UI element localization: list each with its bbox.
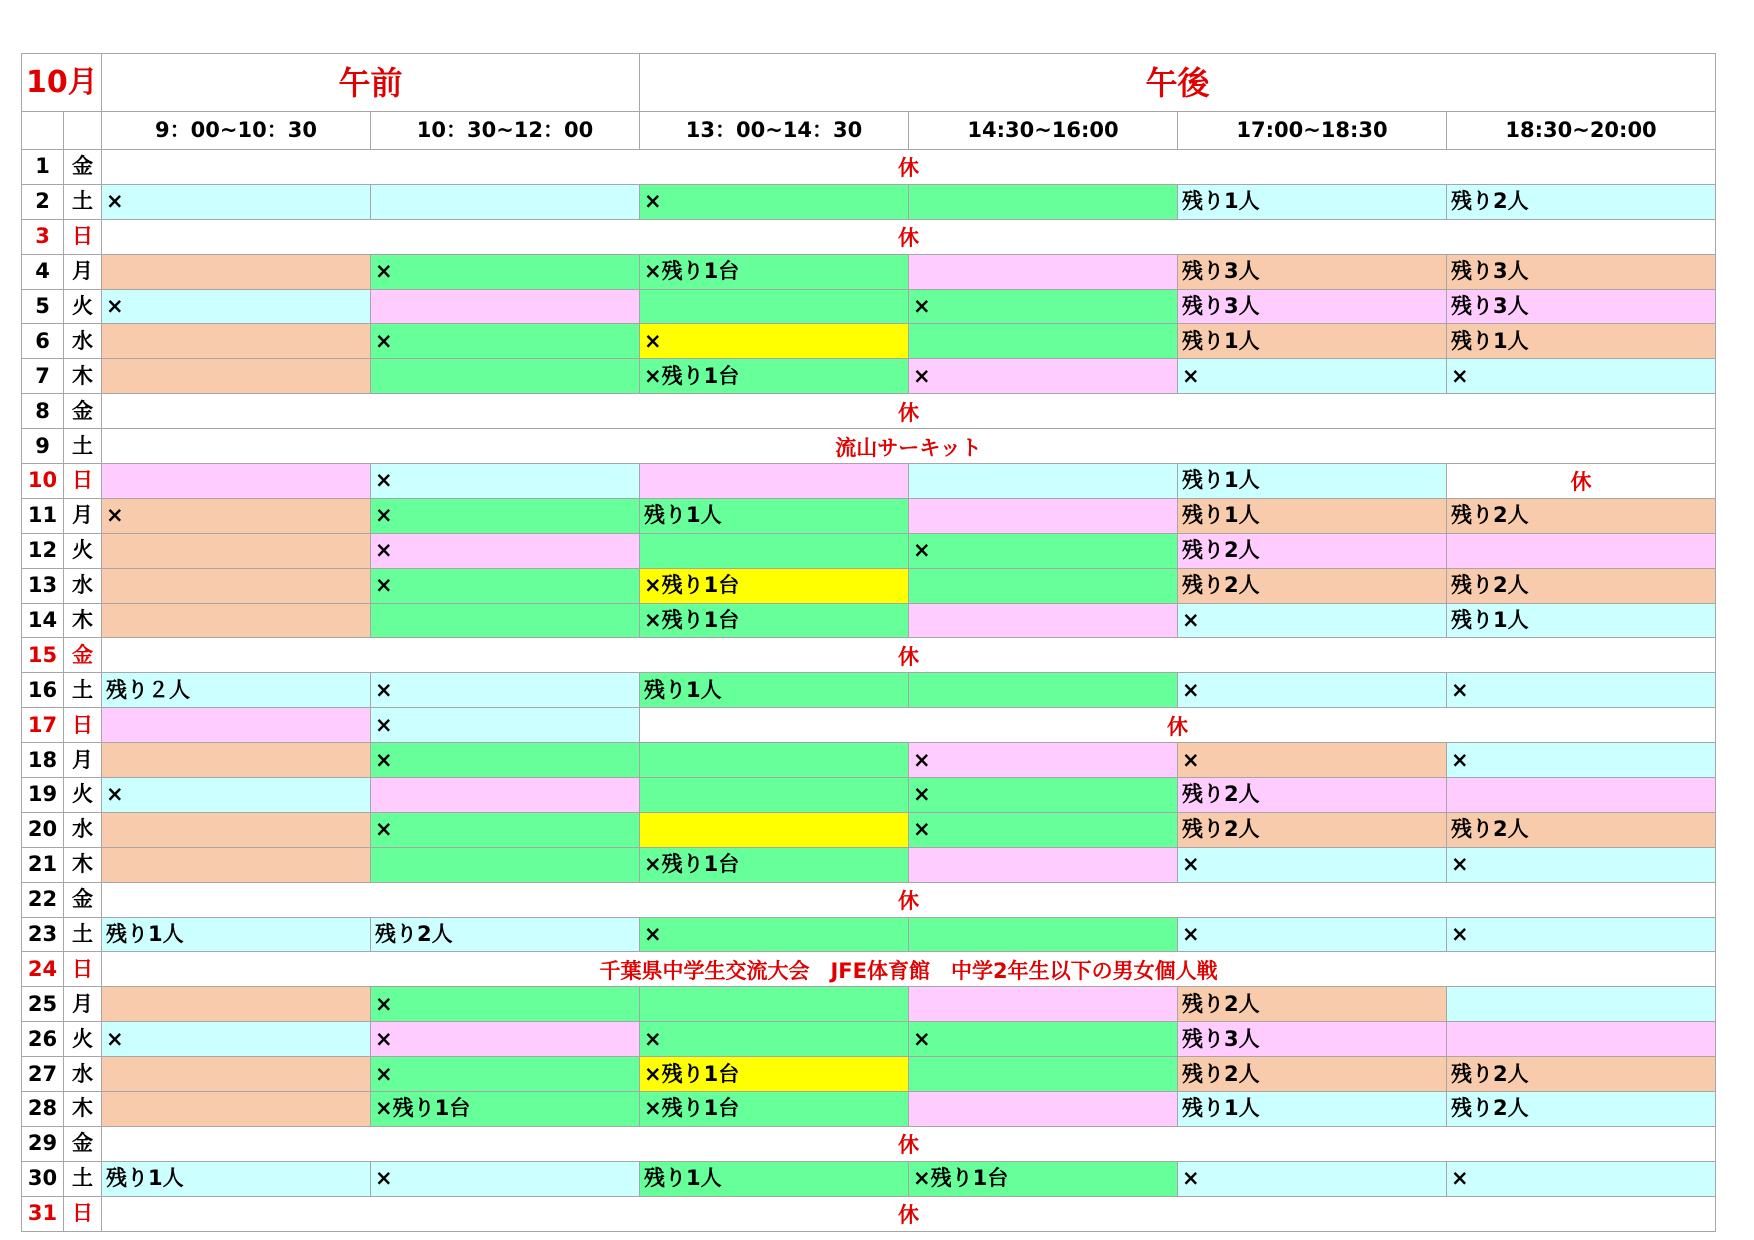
day-number: 20 <box>22 812 64 847</box>
slot-cell <box>102 708 371 743</box>
day-row <box>22 394 1716 429</box>
slot-cell: ×残り1台 <box>909 1161 1178 1196</box>
slot-cell <box>102 1092 371 1127</box>
day-row <box>22 1092 1716 1127</box>
weekday: 水 <box>64 812 102 847</box>
day-number: 3 <box>22 219 64 254</box>
day-number: 7 <box>22 359 64 394</box>
slot-cell: × <box>102 498 371 533</box>
slot-cell <box>640 778 909 813</box>
slot-cell: 残り1人 <box>640 498 909 533</box>
slot-cell <box>909 568 1178 603</box>
slot-cell: 残り2人 <box>1178 1057 1447 1092</box>
header-row-periods <box>22 54 1716 112</box>
slot-cell: × <box>909 778 1178 813</box>
slot-cell: × <box>371 254 640 289</box>
slot-cell <box>909 254 1178 289</box>
day-number: 29 <box>22 1126 64 1161</box>
day-number: 6 <box>22 324 64 359</box>
closed-notice: 流山サーキット <box>102 429 1716 464</box>
weekday: 木 <box>64 359 102 394</box>
slot-cell: × <box>1178 603 1447 638</box>
slot-cell: × <box>371 708 640 743</box>
slot-cell: × <box>909 1022 1178 1057</box>
slot-cell <box>909 603 1178 638</box>
slot-cell: 残り1人 <box>640 673 909 708</box>
slot-cell: × <box>909 743 1178 778</box>
closed-notice: 休 <box>102 1126 1716 1161</box>
day-number: 9 <box>22 429 64 464</box>
slot-cell <box>102 847 371 882</box>
day-row <box>22 289 1716 324</box>
day-number: 27 <box>22 1057 64 1092</box>
pm-label: 午後 <box>640 54 1716 112</box>
day-number: 28 <box>22 1092 64 1127</box>
slot-cell <box>909 498 1178 533</box>
closed-notice: 休 <box>640 708 1716 743</box>
day-number: 11 <box>22 498 64 533</box>
slot-cell: ×残り1台 <box>640 254 909 289</box>
slot-cell: 残り2人 <box>1178 778 1447 813</box>
weekday: 月 <box>64 498 102 533</box>
closed-notice: 休 <box>102 219 1716 254</box>
slot-cell: 残り2人 <box>1178 533 1447 568</box>
slot-cell: × <box>371 1161 640 1196</box>
weekday: 火 <box>64 778 102 813</box>
slot-cell <box>102 464 371 499</box>
weekday: 金 <box>64 638 102 673</box>
corner-cell <box>22 112 64 150</box>
weekday: 土 <box>64 673 102 708</box>
slot-cell: × <box>909 812 1178 847</box>
slot-cell: × <box>1447 917 1716 952</box>
slot-cell: × <box>1447 743 1716 778</box>
weekday: 土 <box>64 917 102 952</box>
slot-cell <box>640 464 909 499</box>
slot-cell: 残り2人 <box>1447 812 1716 847</box>
slot-header: 17:00~18:30 <box>1178 112 1447 150</box>
slot-cell: × <box>1178 917 1447 952</box>
slot-cell <box>102 568 371 603</box>
day-row <box>22 533 1716 568</box>
day-row <box>22 219 1716 254</box>
slot-cell: ×残り1台 <box>640 568 909 603</box>
slot-cell: 残り1人 <box>1178 498 1447 533</box>
day-number: 8 <box>22 394 64 429</box>
slot-cell: × <box>102 1022 371 1057</box>
day-row <box>22 150 1716 185</box>
closed-notice: 休 <box>1447 464 1716 499</box>
slot-cell: × <box>1178 847 1447 882</box>
day-row <box>22 464 1716 499</box>
slot-cell: 残り2人 <box>1178 812 1447 847</box>
day-number: 10 <box>22 464 64 499</box>
slot-cell: × <box>102 778 371 813</box>
slot-cell: 残り3人 <box>1178 254 1447 289</box>
day-row <box>22 673 1716 708</box>
slot-cell: × <box>102 289 371 324</box>
weekday: 金 <box>64 394 102 429</box>
weekday: 火 <box>64 289 102 324</box>
slot-cell <box>102 359 371 394</box>
day-row <box>22 917 1716 952</box>
day-number: 18 <box>22 743 64 778</box>
slot-cell <box>102 1057 371 1092</box>
am-label: 午前 <box>102 54 640 112</box>
weekday: 土 <box>64 1161 102 1196</box>
slot-cell: × <box>371 464 640 499</box>
slot-cell: 残り2人 <box>1447 498 1716 533</box>
slot-cell: 残り1人 <box>1178 1092 1447 1127</box>
closed-notice: 休 <box>102 150 1716 185</box>
slot-cell: ×残り1台 <box>640 847 909 882</box>
slot-header: 9：00~10：30 <box>102 112 371 150</box>
weekday: 日 <box>64 464 102 499</box>
day-row <box>22 498 1716 533</box>
slot-cell <box>371 184 640 219</box>
slot-cell: × <box>1447 359 1716 394</box>
day-number: 14 <box>22 603 64 638</box>
day-row <box>22 778 1716 813</box>
slot-cell <box>909 987 1178 1022</box>
slot-cell: × <box>640 184 909 219</box>
slot-cell <box>909 464 1178 499</box>
slot-cell <box>640 812 909 847</box>
slot-cell <box>909 1057 1178 1092</box>
day-number: 23 <box>22 917 64 952</box>
weekday: 水 <box>64 1057 102 1092</box>
weekday: 木 <box>64 1092 102 1127</box>
slot-header: 18:30~20:00 <box>1447 112 1716 150</box>
slot-cell: 残り2人 <box>1178 568 1447 603</box>
slot-cell: × <box>1178 673 1447 708</box>
day-number: 16 <box>22 673 64 708</box>
weekday: 月 <box>64 743 102 778</box>
slot-cell <box>371 603 640 638</box>
weekday: 日 <box>64 219 102 254</box>
day-number: 1 <box>22 150 64 185</box>
closed-notice: 千葉県中学生交流大会 JFE体育館 中学2年生以下の男女個人戦 <box>102 952 1716 987</box>
slot-cell: 残り1人 <box>1178 464 1447 499</box>
slot-cell <box>1447 1022 1716 1057</box>
slot-cell: × <box>371 673 640 708</box>
day-number: 12 <box>22 533 64 568</box>
slot-cell: 残り2人 <box>1178 987 1447 1022</box>
slot-cell: × <box>371 1022 640 1057</box>
slot-cell <box>1447 987 1716 1022</box>
slot-cell: × <box>371 498 640 533</box>
day-row <box>22 638 1716 673</box>
weekday: 木 <box>64 847 102 882</box>
day-number: 31 <box>22 1196 64 1231</box>
day-row <box>22 812 1716 847</box>
slot-cell: ×残り1台 <box>640 1092 909 1127</box>
slot-cell: 残り2人 <box>1447 568 1716 603</box>
slot-cell <box>1447 778 1716 813</box>
slot-cell <box>371 289 640 324</box>
slot-cell <box>640 743 909 778</box>
slot-cell: × <box>909 533 1178 568</box>
day-row <box>22 359 1716 394</box>
slot-cell <box>909 324 1178 359</box>
day-number: 25 <box>22 987 64 1022</box>
slot-cell: 残り3人 <box>1178 289 1447 324</box>
slot-header: 14:30~16:00 <box>909 112 1178 150</box>
slot-cell: × <box>1178 1161 1447 1196</box>
slot-cell <box>371 778 640 813</box>
slot-cell: × <box>102 184 371 219</box>
slot-cell: ×残り1台 <box>640 1057 909 1092</box>
slot-cell: × <box>1178 743 1447 778</box>
slot-cell: ×残り1台 <box>371 1092 640 1127</box>
slot-cell <box>102 254 371 289</box>
weekday: 木 <box>64 603 102 638</box>
weekday: 月 <box>64 987 102 1022</box>
day-row <box>22 708 1716 743</box>
day-row <box>22 1196 1716 1231</box>
weekday: 月 <box>64 254 102 289</box>
weekday: 土 <box>64 184 102 219</box>
slot-cell: × <box>1447 847 1716 882</box>
slot-cell <box>640 533 909 568</box>
slot-cell: 残り2人 <box>1447 1057 1716 1092</box>
slot-cell <box>102 324 371 359</box>
slot-cell <box>102 812 371 847</box>
slot-cell <box>102 743 371 778</box>
day-row <box>22 603 1716 638</box>
slot-cell: 残り3人 <box>1178 1022 1447 1057</box>
slot-cell <box>909 917 1178 952</box>
day-row <box>22 952 1716 987</box>
slot-header: 10：30~12：00 <box>371 112 640 150</box>
slot-cell: × <box>640 324 909 359</box>
weekday: 水 <box>64 324 102 359</box>
weekday: 日 <box>64 952 102 987</box>
weekday: 金 <box>64 882 102 917</box>
slot-cell <box>909 847 1178 882</box>
day-row <box>22 987 1716 1022</box>
day-number: 21 <box>22 847 64 882</box>
header-row-slots <box>22 112 1716 150</box>
slot-cell <box>909 184 1178 219</box>
day-number: 26 <box>22 1022 64 1057</box>
slot-cell: 残り3人 <box>1447 254 1716 289</box>
day-row <box>22 1057 1716 1092</box>
day-row <box>22 743 1716 778</box>
slot-cell: × <box>371 533 640 568</box>
weekday: 土 <box>64 429 102 464</box>
slot-cell: 残り1人 <box>1447 603 1716 638</box>
day-row <box>22 882 1716 917</box>
closed-notice: 休 <box>102 638 1716 673</box>
day-number: 24 <box>22 952 64 987</box>
slot-cell <box>102 533 371 568</box>
slot-cell: × <box>371 743 640 778</box>
weekday: 火 <box>64 533 102 568</box>
slot-cell <box>640 289 909 324</box>
slot-cell <box>909 1092 1178 1127</box>
slot-cell: × <box>1447 1161 1716 1196</box>
day-row <box>22 1126 1716 1161</box>
slot-cell: 残り2人 <box>1447 1092 1716 1127</box>
weekday: 火 <box>64 1022 102 1057</box>
slot-header: 13：00~14：30 <box>640 112 909 150</box>
day-number: 30 <box>22 1161 64 1196</box>
slot-cell <box>371 359 640 394</box>
weekday: 金 <box>64 150 102 185</box>
slot-cell: × <box>909 359 1178 394</box>
weekday: 日 <box>64 708 102 743</box>
weekday: 金 <box>64 1126 102 1161</box>
slot-cell: × <box>1447 673 1716 708</box>
day-row <box>22 1022 1716 1057</box>
slot-cell: × <box>371 987 640 1022</box>
slot-cell <box>371 847 640 882</box>
slot-cell: 残り1人 <box>1178 324 1447 359</box>
schedule-table <box>21 53 1716 1232</box>
day-row <box>22 184 1716 219</box>
slot-cell: × <box>371 1057 640 1092</box>
day-number: 13 <box>22 568 64 603</box>
slot-cell: × <box>640 917 909 952</box>
day-row <box>22 847 1716 882</box>
slot-cell: × <box>371 324 640 359</box>
slot-cell: 残り2人 <box>1447 184 1716 219</box>
slot-cell: 残り1人 <box>102 1161 371 1196</box>
slot-cell <box>640 987 909 1022</box>
slot-cell: 残り1人 <box>1178 184 1447 219</box>
slot-cell: 残り3人 <box>1447 289 1716 324</box>
slot-cell: × <box>640 1022 909 1057</box>
day-row <box>22 324 1716 359</box>
closed-notice: 休 <box>102 394 1716 429</box>
day-number: 5 <box>22 289 64 324</box>
slot-cell: × <box>909 289 1178 324</box>
weekday: 水 <box>64 568 102 603</box>
day-row <box>22 429 1716 464</box>
slot-cell <box>1447 533 1716 568</box>
day-number: 19 <box>22 778 64 813</box>
slot-cell <box>102 603 371 638</box>
closed-notice: 休 <box>102 1196 1716 1231</box>
weekday: 日 <box>64 1196 102 1231</box>
day-row <box>22 254 1716 289</box>
day-number: 4 <box>22 254 64 289</box>
slot-cell: 残り２人 <box>102 673 371 708</box>
day-row <box>22 568 1716 603</box>
slot-cell: ×残り1台 <box>640 359 909 394</box>
slot-cell: 残り1人 <box>102 917 371 952</box>
closed-notice: 休 <box>102 882 1716 917</box>
slot-cell: × <box>1178 359 1447 394</box>
day-number: 17 <box>22 708 64 743</box>
day-number: 15 <box>22 638 64 673</box>
slot-cell: 残り2人 <box>371 917 640 952</box>
slot-cell: 残り1人 <box>1447 324 1716 359</box>
corner-cell <box>64 112 102 150</box>
day-number: 22 <box>22 882 64 917</box>
slot-cell <box>909 673 1178 708</box>
slot-cell: ×残り1台 <box>640 603 909 638</box>
slot-cell: × <box>371 812 640 847</box>
slot-cell <box>102 987 371 1022</box>
month-label: 10月 <box>22 54 102 112</box>
day-number: 2 <box>22 184 64 219</box>
slot-cell: × <box>371 568 640 603</box>
day-row <box>22 1161 1716 1196</box>
slot-cell: 残り1人 <box>640 1161 909 1196</box>
